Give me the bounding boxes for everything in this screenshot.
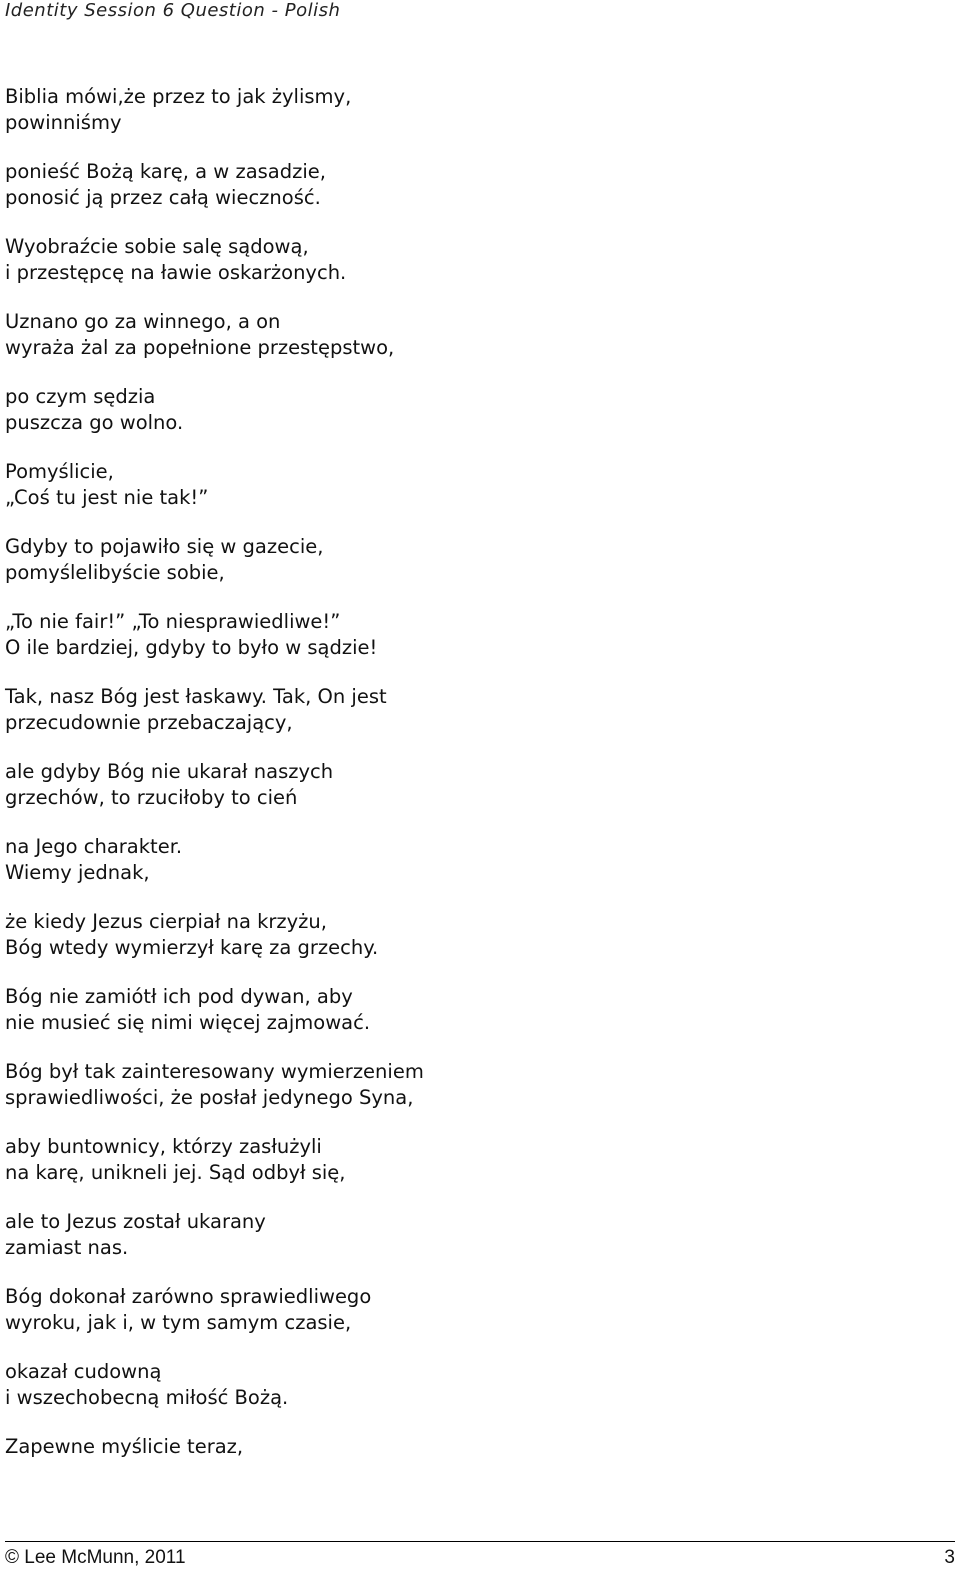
paragraph (5, 1134, 945, 1185)
text-line: wyraża żal za popełnione przestępstwo, (5, 335, 395, 359)
text-line: ponosić ją przez całą wieczność. (5, 185, 321, 209)
text-line: przecudownie przebaczający, (5, 710, 293, 734)
text-line: Bóg dokonał zarówno sprawiedliwego (5, 1285, 372, 1308)
paragraph (5, 309, 945, 360)
paragraph (5, 534, 945, 585)
text-line: Bóg był tak zainteresowany wymierzeniem (5, 1060, 424, 1083)
text-line: O ile bardziej, gdyby to było w sądzie! (5, 635, 378, 659)
text-line: ale to Jezus został ukarany (5, 1210, 266, 1233)
text-line: Tak, nasz Bóg jest łaskawy. Tak, On jest (5, 685, 387, 708)
paragraph (5, 759, 945, 810)
text-line: pomyślelibyście sobie, (5, 560, 225, 584)
text-line: Zapewne myślicie teraz, (5, 1435, 244, 1458)
text-line: nie musieć się nimi więcej zajmować. (5, 1010, 371, 1034)
text-line: na Jego charakter. (5, 835, 183, 858)
paragraph (5, 459, 945, 510)
text-line: Wyobraźcie sobie salę sądową, (5, 235, 309, 258)
text-line: ale gdyby Bóg nie ukarał naszych (5, 760, 334, 783)
text-line: „Coś tu jest nie tak!” (5, 485, 209, 509)
paragraph (5, 1059, 945, 1110)
text-line: na karę, unikneli jej. Sąd odbył się, (5, 1160, 346, 1184)
text-line: zamiast nas. (5, 1235, 129, 1259)
paragraph (5, 384, 945, 435)
paragraph (5, 684, 945, 735)
text-line: Uznano go za winnego, a on (5, 310, 281, 333)
paragraph (5, 234, 945, 285)
text-line: grzechów, to rzuciłoby to cień (5, 785, 298, 809)
text-line: i wszechobecną miłość Bożą. (5, 1385, 289, 1409)
paragraph (5, 1209, 945, 1260)
paragraph (5, 159, 945, 210)
text-line: Biblia mówi,że przez to jak żylismy, (5, 85, 352, 108)
text-line: wyroku, jak i, w tym samym czasie, (5, 1310, 352, 1334)
document-body (5, 84, 945, 1460)
paragraph (5, 609, 945, 660)
text-line: że kiedy Jezus cierpiał na krzyżu, (5, 910, 327, 933)
paragraph (5, 909, 945, 960)
text-line: Bóg nie zamiótł ich pod dywan, aby (5, 985, 353, 1008)
text-line: powinniśmy (5, 110, 122, 134)
page-header-title: Identity Session 6 Question - Polish (5, 0, 341, 21)
paragraph (5, 1434, 945, 1460)
text-line: Pomyślicie, (5, 460, 114, 483)
paragraph (5, 984, 945, 1035)
page-number: 3 (944, 1547, 955, 1568)
text-line: ponieść Bożą karę, a w zasadzie, (5, 160, 326, 183)
text-line: i przestępcę na ławie oskarżonych. (5, 260, 347, 284)
text-line: „To nie fair!” „To niesprawiedliwe!” (5, 610, 341, 633)
copyright-text: © Lee McMunn, 2011 (5, 1547, 186, 1568)
page-footer (5, 1541, 955, 1569)
text-line: sprawiedliwości, że posłał jedynego Syna, (5, 1085, 414, 1109)
paragraph (5, 1359, 945, 1410)
text-line: aby buntownicy, którzy zasłużyli (5, 1135, 322, 1158)
text-line: Bóg wtedy wymierzył karę za grzechy. (5, 935, 379, 959)
text-line: puszcza go wolno. (5, 410, 184, 434)
text-line: po czym sędzia (5, 385, 156, 408)
paragraph (5, 834, 945, 885)
paragraph (5, 84, 945, 135)
paragraph (5, 1284, 945, 1335)
text-line: Wiemy jednak, (5, 860, 150, 884)
text-line: okazał cudowną (5, 1360, 162, 1383)
text-line: Gdyby to pojawiło się w gazecie, (5, 535, 324, 558)
